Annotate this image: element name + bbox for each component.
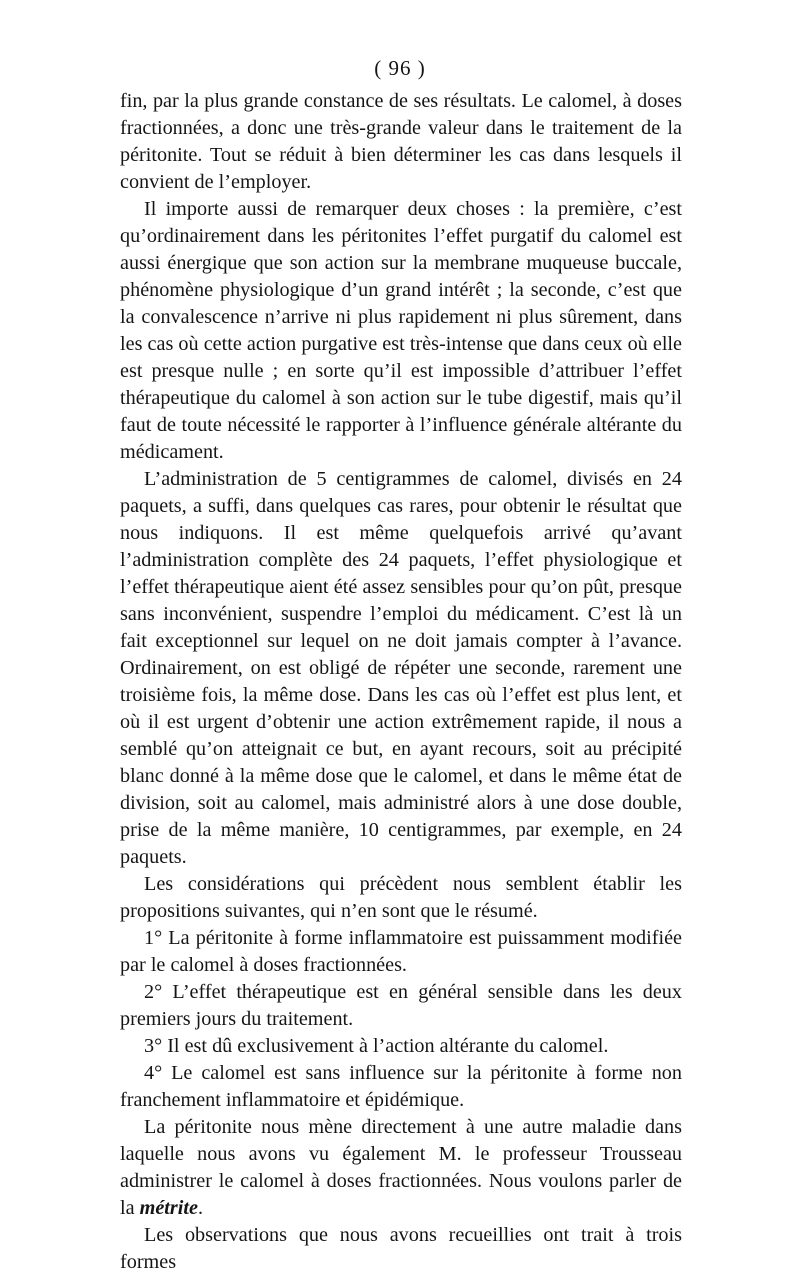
- paragraph-10: Les observations que nous avons recueillies ont trait à trois formes: [120, 1224, 682, 1273]
- paragraph-9-text: La péritonite nous mène directement à une autre maladie dans laquelle nous avons vu également M. le professeur Trousseau administrer le calomel à doses fractionnées. Nous voulons parler de la: [120, 1116, 682, 1219]
- paragraph-4: Les considérations qui précèdent nous semblent établir les propositions suivantes, qui n’en sont que le résumé.: [120, 873, 682, 922]
- paragraph-9: [120, 1114, 682, 1222]
- paragraph-9-end: .: [197, 1197, 203, 1219]
- paragraph-6: 2° L’effet thérapeutique est en général sensible dans les deux premiers jours du traitement.: [120, 981, 682, 1030]
- paragraph-1: fin, par la plus grande constance de ses résultats. Le calomel, à doses fractionnées, a donc une très-grande valeur dans le traitement de la péritonite. Tout se réduit à bien déterminer les cas dans lesquels il convient de l’employer.: [120, 90, 682, 193]
- paragraph-8: 4° Le calomel est sans influence sur la péritonite à forme non franchement inflammatoire et épidémique.: [120, 1062, 682, 1111]
- body-text: [120, 88, 682, 1276]
- paragraph-3: L’administration de 5 centigrammes de calomel, divisés en 24 paquets, a suffi, dans quelques cas rares, pour obtenir le résultat que nous indiquons. Il est même quelquefois arrivé qu’avant l’administration complète des 24 paquets, l’effet physiologique et l’effet thérapeutique aient été assez sensibles pour qu’on pût, presque sans inconvénient, suspendre l’emploi du médicament. C’est là un fait exceptionnel sur lequel on ne doit jamais compter à l’avance. Ordinairement, on est obligé de répéter une seconde, rarement une troisième fois, la même dose. Dans les cas où l’effet est plus lent, et où il est urgent d’obtenir une action extrêmement rapide, il nous a semblé qu’on atteignait ce but, en ayant recours, soit au précipité blanc donné à la même dose que le calomel, et dans le même état de division, soit au calomel, mais administré alors à une dose double, prise de la même manière, 10 centigrammes, par exemple, en 24 paquets.: [120, 468, 682, 868]
- emphasis-metrite: métrite: [139, 1197, 198, 1219]
- paragraph-5: 1° La péritonite à forme inflammatoire est puissamment modifiée par le calomel à doses fractionnées.: [120, 927, 682, 976]
- paragraph-7: 3° Il est dû exclusivement à l’action altérante du calomel.: [144, 1035, 609, 1057]
- paragraph-2: Il importe aussi de remarquer deux choses : la première, c’est qu’ordinairement dans les péritonites l’effet purgatif du calomel est aussi énergique que son action sur la membrane muqueuse buccale, phénomène physiologique d’un grand intérêt ; la seconde, c’est que la convalescence n’arrive ni plus rapidement ni plus sûrement, dans les cas où cette action purgative est très-intense que dans ceux où elle est presque nulle ; en sorte qu’il est impossible d’attribuer l’effet thérapeutique du calomel à son action sur le tube digestif, mais qu’il faut de toute nécessité le rapporter à l’influence générale altérante du médicament.: [120, 198, 682, 463]
- page-number: ( 96 ): [374, 56, 426, 80]
